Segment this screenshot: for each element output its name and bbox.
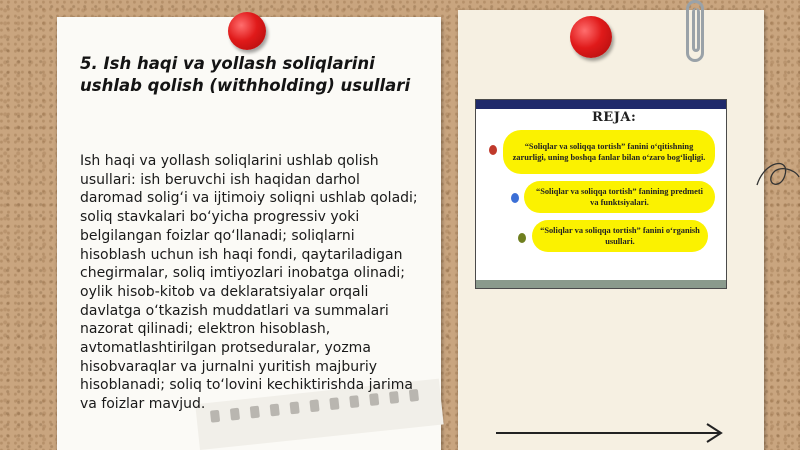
plan-item: “Soliqlar va soliqqa tortish” fanini o‘qitishning zarurligi, uning boshqa fanlar bilan o‘zaro bog‘liqligi.	[503, 130, 715, 174]
paperclip-inner-loop	[692, 8, 700, 52]
pushpin-icon	[228, 12, 266, 50]
string-curl-decoration	[755, 155, 800, 205]
note-title: 5. Ish haqi va yollash soliqlarini ushlab qolish (withholding) usullari	[80, 54, 411, 95]
bullet-icon	[518, 233, 526, 243]
slide-top-bar	[476, 100, 726, 109]
arrow-right-icon	[495, 423, 727, 443]
plan-item: “Soliqlar va soliqqa tortish” fanining predmeti va funktsiyalari.	[524, 181, 715, 213]
pushpin-icon	[570, 16, 612, 58]
bullet-icon	[511, 193, 519, 203]
plan-item: “Soliqlar va soliqqa tortish” fanini o‘rganish usullari.	[532, 220, 708, 252]
bullet-icon	[489, 145, 497, 155]
slide-bottom-bar	[476, 280, 726, 288]
slide-title: REJA:	[592, 110, 637, 125]
plan-slide-image	[475, 99, 727, 289]
note-body: Ish haqi va yollash soliqlarini ushlab qolish usullari: ish beruvchi ish haqidan darhol daromad solig‘i va ijtimoiy soliqni ushlab qoladi; soliq stavkalari bo‘yicha progressiv yoki belgilangan foizlar qo‘llanadi; soliqlarni hisoblash uchun ish haqi fondi, qaytariladigan chegirmalar, soliq imtiyozlari inobatga olinadi; oylik hisob-kitob va deklaratsiyalar orqali davlatga o‘tkazish muddatlari va summalari nazorat qilinadi; elektron hisoblash, avtomatlashtirilgan protseduralar, yozma hisobvaraqlar va jurnalni yuritish majburiy hisoblanadi; soliq to‘lovini kechiktirishda jarima va foizlar mavjud.	[80, 153, 418, 413]
